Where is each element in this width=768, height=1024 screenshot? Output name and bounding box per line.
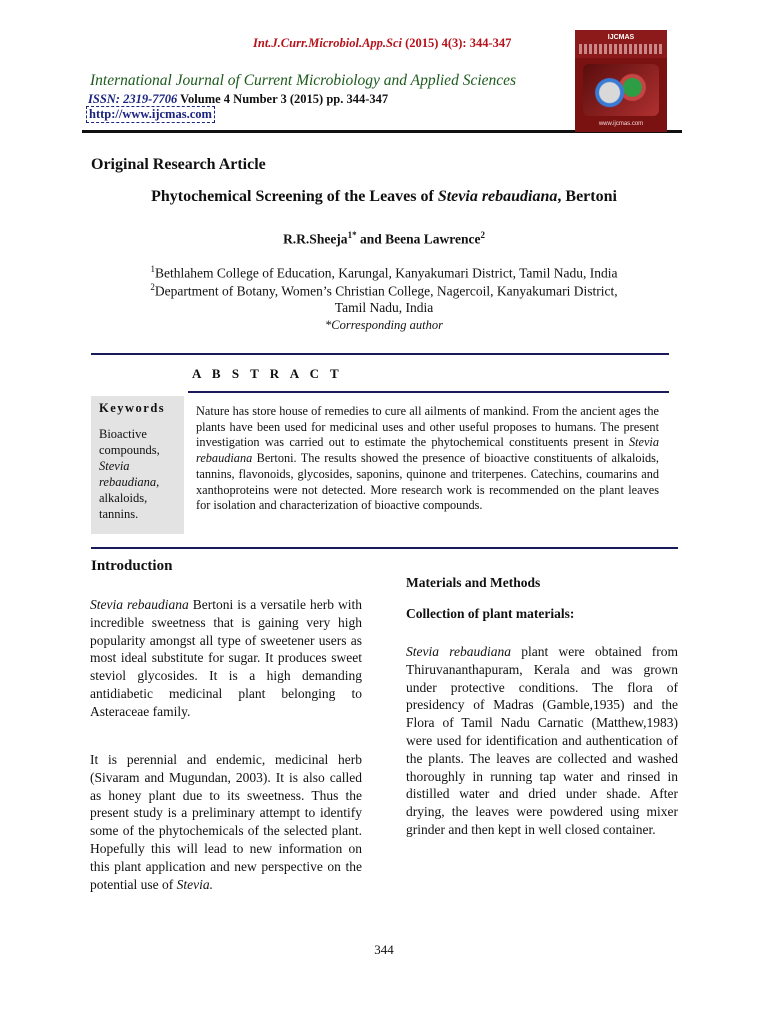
methods-p1-text: plant were obtained from Thiruvananthapuram, Kerala and was grown under protective conditions. The flora of presidency of Madras (Gamble,1935) and the Flora of Tamil Nadu Carnatic (Matthew,1983) were used for identification and authentication of the plants. The leaves are collected and washed thoroughly in running tap water and rinsed in distilled water and dried under shade. After drying, the leaves were powdered using mixer grinder and then kept in well closed container. <box>406 644 678 837</box>
author-2-affiliation: 2 <box>480 230 485 240</box>
abstract-text-part-2: Bertoni. The results showed the presence of bioactive constituents of alkaloids, tannins, flavonoids, glycosides, saponins, quinone and triterpenes. Catechins, coumarins and xanthoproteins were not detected. More research work is recommended on the plant leaves for isolation and characterization of bioactive compounds. <box>196 451 659 513</box>
title-suffix: , Bertoni <box>557 188 617 205</box>
keyword-item: Bioactive <box>99 427 147 441</box>
corresponding-author-note: *Corresponding author <box>325 318 443 332</box>
introduction-paragraph-2 <box>90 751 362 893</box>
affiliation-1-marker: 1 <box>150 264 155 274</box>
author-2: and Beena Lawrence <box>356 231 481 247</box>
affiliation-2-marker: 2 <box>150 282 155 292</box>
keyword-item: alkaloids, <box>99 491 148 505</box>
article-type: Original Research Article <box>91 156 266 173</box>
keyword-item: compounds, <box>99 443 160 457</box>
abstract-top-rule <box>91 353 669 355</box>
keywords-list <box>99 426 176 522</box>
keywords-box <box>91 396 184 534</box>
citation-details: (2015) 4(3): 344-347 <box>405 36 512 50</box>
keywords-title: Keywords <box>99 401 166 415</box>
journal-url-link[interactable]: http://www.ijcmas.com <box>86 106 215 123</box>
author-1-affiliation: 1* <box>347 230 357 240</box>
keyword-item: tannins. <box>99 507 139 521</box>
intro-p2-text: It is perennial and endemic, medicinal herb (Sivaram and Mugundan, 2003). It is also called as honey plant due to its sweetness. Thus the present study is a preliminary attempt to identify some of the phytochemicals of the selected plant. Hopefully this will lead to new information on this plant application and new perspective on the potential use of <box>90 752 362 892</box>
abstract-heading-rule <box>188 391 669 393</box>
intro-p2-species: Stevia. <box>176 876 213 892</box>
abstract-text <box>196 404 659 514</box>
author-1: R.R.Sheeja <box>283 231 348 247</box>
keyword-item: Stevia <box>99 459 130 473</box>
issn: ISSN: 2319-7706 <box>88 92 178 106</box>
intro-species: Stevia rebaudiana <box>90 597 189 612</box>
affiliation-2-text: Department of Botany, Women’s Christian College, Nagercoil, Kanyakumari District, <box>154 283 618 299</box>
affiliation-1 <box>0 264 768 282</box>
collection-subheading: Collection of plant materials: <box>406 606 575 621</box>
authors <box>0 230 768 248</box>
issn-volume-line <box>88 92 388 107</box>
methods-paragraph-1 <box>406 643 678 839</box>
abstract-bottom-rule <box>91 547 678 549</box>
title-species: Stevia rebaudiana <box>437 188 558 205</box>
cover-footer: www.ijcmas.com <box>598 121 644 127</box>
journal-citation <box>253 36 511 51</box>
page-number: 344 <box>374 942 394 957</box>
journal-name: International Journal of Current Microbiology and Applied Sciences <box>90 72 517 89</box>
cover-title: IJCMAS <box>607 34 635 41</box>
abstract-species: Stevia rebaudiana <box>196 435 659 466</box>
keyword-item: rebaudiana, <box>99 475 160 489</box>
affiliation-2 <box>0 282 768 300</box>
abstract-heading: A B S T R A C T <box>192 366 343 381</box>
volume-info: Volume 4 Number 3 (2015) pp. 344-347 <box>180 92 389 106</box>
affiliation-2-line-2: Tamil Nadu, India <box>334 300 434 315</box>
citation-journal: Int.J.Curr.Microbiol.App.Sci <box>253 36 402 50</box>
cover-subtitle-graphic <box>579 44 663 54</box>
cover-artwork <box>583 64 659 116</box>
article-title <box>0 188 768 206</box>
title-prefix: Phytochemical Screening of the Leaves of <box>151 188 438 205</box>
methods-heading: Materials and Methods <box>406 575 541 590</box>
introduction-heading: Introduction <box>91 558 173 574</box>
introduction-paragraph-1 <box>90 596 362 721</box>
methods-species: Stevia rebaudiana <box>406 644 511 659</box>
intro-p1-text: Bertoni is a versatile herb with incredible sweetness that is gaining very high popularity amongst all type of sweetener users as most ideal substitute for sugar. It produces sweet steviol glycosides. It is a high demanding antidiabetic medicinal plant belonging to Asteraceae family. <box>90 597 362 719</box>
abstract-text-part-1: Nature has store house of remedies to cure all ailments of mankind. From the ancient ages the plants have been used for medicinal uses and other useful proposes to humans. The present investigation was carried out to estimate the phytochemical constituents present in <box>196 404 659 450</box>
affiliation-1-text: Bethlahem College of Education, Karungal, Kanyakumari District, Tamil Nadu, India <box>154 265 618 281</box>
journal-cover-image <box>575 30 667 132</box>
